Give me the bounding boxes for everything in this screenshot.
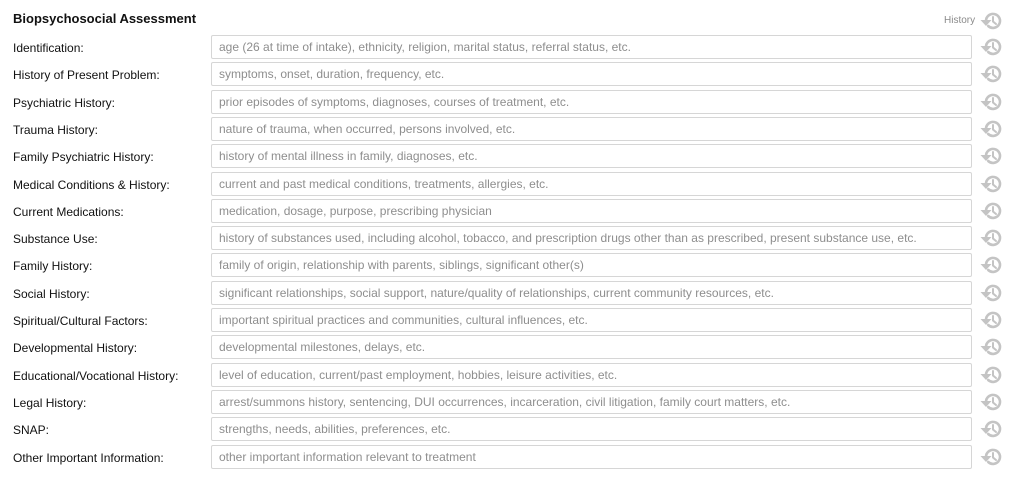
medical-conditions-history-input[interactable] xyxy=(211,172,972,196)
other-important-information-history-icon[interactable] xyxy=(978,446,1004,468)
form-row-family-psychiatric-history xyxy=(0,144,1020,170)
form-row-current-medications xyxy=(0,199,1020,225)
form-row-social-history xyxy=(0,281,1020,307)
field-label: Other Important Information: xyxy=(13,450,164,465)
field-label: Family Psychiatric History: xyxy=(13,150,154,165)
form-row-psychiatric-history xyxy=(0,90,1020,116)
legal-history-history-icon[interactable] xyxy=(978,391,1004,413)
form-row-snap xyxy=(0,417,1020,443)
form-row-trauma-history xyxy=(0,117,1020,143)
field-label: Medical Conditions & History: xyxy=(13,177,170,192)
psychiatric-history-input[interactable] xyxy=(211,90,972,114)
current-medications-history-icon[interactable] xyxy=(978,200,1004,222)
form-row-developmental-history xyxy=(0,335,1020,361)
field-label: Educational/Vocational History: xyxy=(13,368,179,383)
trauma-history-history-icon[interactable] xyxy=(978,118,1004,140)
form-row-substance-use xyxy=(0,226,1020,252)
form-row-spiritual-cultural-factors xyxy=(0,308,1020,334)
field-label: SNAP: xyxy=(13,423,50,438)
field-label: Psychiatric History: xyxy=(13,95,116,110)
trauma-history-input[interactable] xyxy=(211,117,972,141)
medical-conditions-history-history-icon[interactable] xyxy=(978,173,1004,195)
field-label: Current Medications: xyxy=(13,204,124,219)
educational-vocational-history-history-icon[interactable] xyxy=(978,364,1004,386)
psychiatric-history-history-icon[interactable] xyxy=(978,91,1004,113)
family-history-history-icon[interactable] xyxy=(978,254,1004,276)
spiritual-cultural-factors-input[interactable] xyxy=(211,308,972,332)
identification-history-icon[interactable] xyxy=(978,36,1004,58)
field-label: Identification: xyxy=(13,41,84,55)
legal-history-input[interactable] xyxy=(211,390,972,414)
snap-input[interactable] xyxy=(211,417,972,441)
history-label: History xyxy=(944,15,976,26)
substance-use-history-icon[interactable] xyxy=(978,227,1004,249)
social-history-history-icon[interactable] xyxy=(978,282,1004,304)
form-row-educational-vocational-history xyxy=(0,363,1020,389)
form-row-legal-history xyxy=(0,390,1020,416)
field-label: History of Present Problem: xyxy=(13,68,160,83)
developmental-history-input[interactable] xyxy=(211,335,972,359)
developmental-history-history-icon[interactable] xyxy=(978,336,1004,358)
social-history-input[interactable] xyxy=(211,281,972,305)
field-label: Spiritual/Cultural Factors: xyxy=(13,314,148,328)
identification-input[interactable] xyxy=(211,35,972,59)
form-row-medical-conditions-history xyxy=(0,172,1020,198)
form-row-family-history xyxy=(0,253,1020,279)
history-of-present-problem-input[interactable] xyxy=(211,62,972,86)
form-title: Biopsychosocial Assessment xyxy=(13,11,197,26)
family-psychiatric-history-input[interactable] xyxy=(211,144,972,168)
field-label: Legal History: xyxy=(13,395,87,410)
field-label: Trauma History: xyxy=(13,122,98,137)
history-icon[interactable] xyxy=(978,10,1004,32)
field-label: Substance Use: xyxy=(13,232,98,247)
field-label: Family History: xyxy=(13,259,93,274)
form-row-identification xyxy=(0,35,1020,61)
snap-history-icon[interactable] xyxy=(978,418,1004,440)
other-important-information-input[interactable] xyxy=(211,445,972,469)
current-medications-input[interactable] xyxy=(211,199,972,223)
family-history-input[interactable] xyxy=(211,253,972,277)
form-row-other-important-information xyxy=(0,445,1020,471)
family-psychiatric-history-history-icon[interactable] xyxy=(978,145,1004,167)
spiritual-cultural-factors-history-icon[interactable] xyxy=(978,309,1004,331)
form-row-history-of-present-problem xyxy=(0,62,1020,88)
field-label: Social History: xyxy=(13,286,90,301)
substance-use-input[interactable] xyxy=(211,226,972,250)
history-of-present-problem-history-icon[interactable] xyxy=(978,63,1004,85)
educational-vocational-history-input[interactable] xyxy=(211,363,972,387)
field-label: Developmental History: xyxy=(13,341,138,356)
